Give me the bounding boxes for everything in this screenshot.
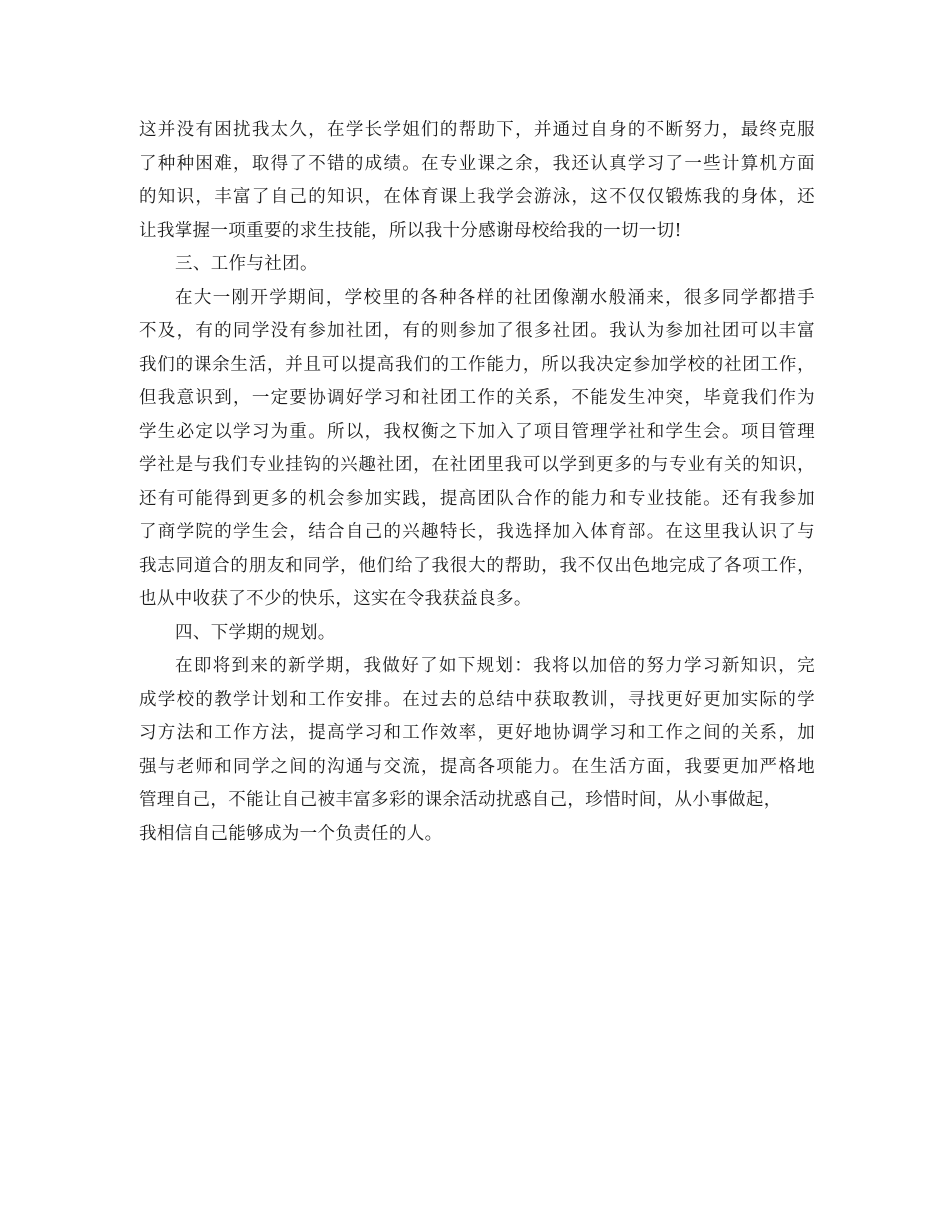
text-line: 强与老师和同学之间的沟通与交流，提高各项能力。在生活方面，我要更加严格地 [139, 756, 815, 777]
text-line: 成学校的教学计划和工作安排。在过去的总结中获取教训，寻找更好更加实际的学 [139, 689, 815, 710]
section-heading-work-and-clubs: 三、工作与社团。 [175, 254, 318, 274]
text-line: 学生必定以学习为重。所以，我权衡之下加入了项目管理学社和学生会。项目管理 [139, 421, 815, 442]
text-line: 学社是与我们专业挂钩的兴趣社团，在社团里我可以学到更多的与专业有关的知识， [139, 455, 815, 475]
text-line: 了商学院的学生会，结合自己的兴趣特长，我选择加入体育部。在这里我认识了与 [139, 522, 815, 542]
text-line: 让我掌握一项重要的求生技能，所以我十分感谢母校给我的一切一切! [139, 220, 682, 241]
text-line: 这并没有困扰我太久，在学长学姐们的帮助下，并通过自身的不断努力，最终克服 [139, 120, 815, 140]
text-line: 的知识，丰富了自己的知识，在体育课上我学会游泳，这不仅仅锻炼我的身体，还 [139, 187, 815, 207]
text-line: 也从中收获了不少的快乐，这实在令我获益良多。 [139, 589, 532, 609]
text-line: 在大一刚开学期间，学校里的各种各样的社团像潮水般涌来，很多同学都措手 [175, 287, 815, 308]
text-line: 我们的课余生活，并且可以提高我们的工作能力，所以我决定参加学校的社团工作， [139, 354, 815, 375]
text-line: 在即将到来的新学期，我做好了如下规划：我将以加倍的努力学习新知识，完 [175, 656, 815, 676]
text-line: 管理自己，不能让自己被丰富多彩的课余活动扰惑自己，珍惜时间，从小事做起， [139, 790, 782, 810]
text-line: 习方法和工作方法，提高学习和工作效率，更好地协调学习和工作之间的关系，加 [139, 723, 815, 743]
text-line: 了种种困难，取得了不错的成绩。在专业课之余，我还认真学习了一些计算机方面 [139, 153, 815, 174]
text-line: 我志同道合的朋友和同学，他们给了我很大的帮助，我不仅出色地完成了各项工作， [139, 555, 815, 576]
document-body [139, 114, 815, 851]
text-line: 我相信自己能够成为一个负责任的人。 [139, 823, 443, 844]
section-heading-next-semester-plan: 四、下学期的规划。 [175, 622, 336, 643]
text-line: 不及，有的同学没有参加社团，有的则参加了很多社团。我认为参加社团可以丰富 [139, 321, 815, 341]
text-line: 但我意识到，一定要协调好学习和社团工作的关系，不能发生冲突，毕竟我们作为 [139, 388, 815, 408]
text-line: 还有可能得到更多的机会参加实践，提高团队合作的能力和专业技能。还有我参加 [139, 488, 815, 509]
